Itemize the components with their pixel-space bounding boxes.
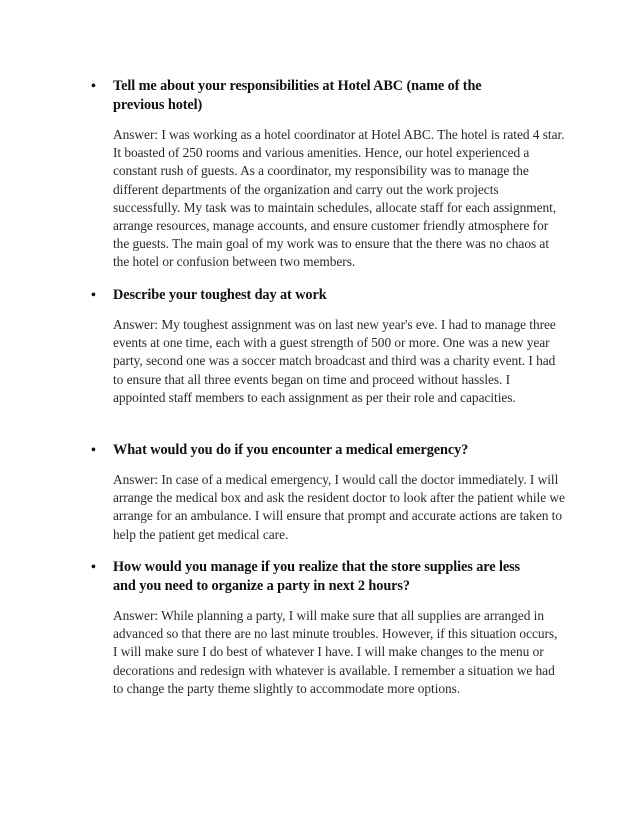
qa-item xyxy=(0,77,638,272)
bullet-icon: • xyxy=(91,443,96,458)
question-heading xyxy=(0,286,533,305)
question-text: Describe your toughest day at work xyxy=(113,287,327,303)
question-heading xyxy=(0,441,533,460)
question-text: What would you do if you encounter a medical emergency? xyxy=(113,442,469,458)
qa-item xyxy=(0,286,638,407)
answer-paragraph: Answer: I was working as a hotel coordinator at Hotel ABC. The hotel is rated 4 star. It boasted of 250 rooms and various amenities. Hence, our hotel experienced a constant rush of guests. As a coordinator, my responsibility was to manage the different departments of the organization and carry out the work projects successfully. My task was to maintain schedules, allocate staff for each assignment, arrange resources, manage accounts, and ensure customer friendly atmosphere for the guests. The main goal of my work was to ensure that the there was no chaos at the hotel or confusion between two members. xyxy=(113,127,565,270)
answer-paragraph: Answer: While planning a party, I will make sure that all supplies are arranged in advanced so that there are no last minute troubles. However, if this situation occurs, I will make sure I do best of whatever I have. I will make changes to the menu or decorations and redesign with whatever is available. I remember a situation we had to change the party theme slightly to accommodate more options. xyxy=(113,608,558,696)
bullet-icon: • xyxy=(91,560,96,575)
question-text: How would you manage if you realize that the store supplies are less and you need to organize a party in next 2 hours? xyxy=(113,559,521,594)
bullet-icon: • xyxy=(91,79,96,94)
answer-paragraph: Answer: In case of a medical emergency, I would call the doctor immediately. I will arrange the medical box and ask the resident doctor to look after the patient while we arrange for an ambulance. I will ensure that prompt and accurate actions are taken to help the patient get medical care. xyxy=(113,472,565,542)
question-heading xyxy=(0,77,533,115)
answer-paragraph: Answer: My toughest assignment was on last new year's eve. I had to manage three events at one time, each with a guest strength of 500 or more. One was a new year party, second one was a soccer match broadcast and third was a charity event. I had to ensure that all three events began on time and proceed without hassles. I appointed staff members to each assignment as per their role and capacities. xyxy=(113,317,556,405)
bullet-icon: • xyxy=(91,288,96,303)
question-text: Tell me about your responsibilities at Hotel ABC (name of the previous hotel) xyxy=(113,78,482,113)
qa-item xyxy=(0,558,638,698)
question-heading xyxy=(0,558,533,596)
qa-item xyxy=(0,441,638,544)
